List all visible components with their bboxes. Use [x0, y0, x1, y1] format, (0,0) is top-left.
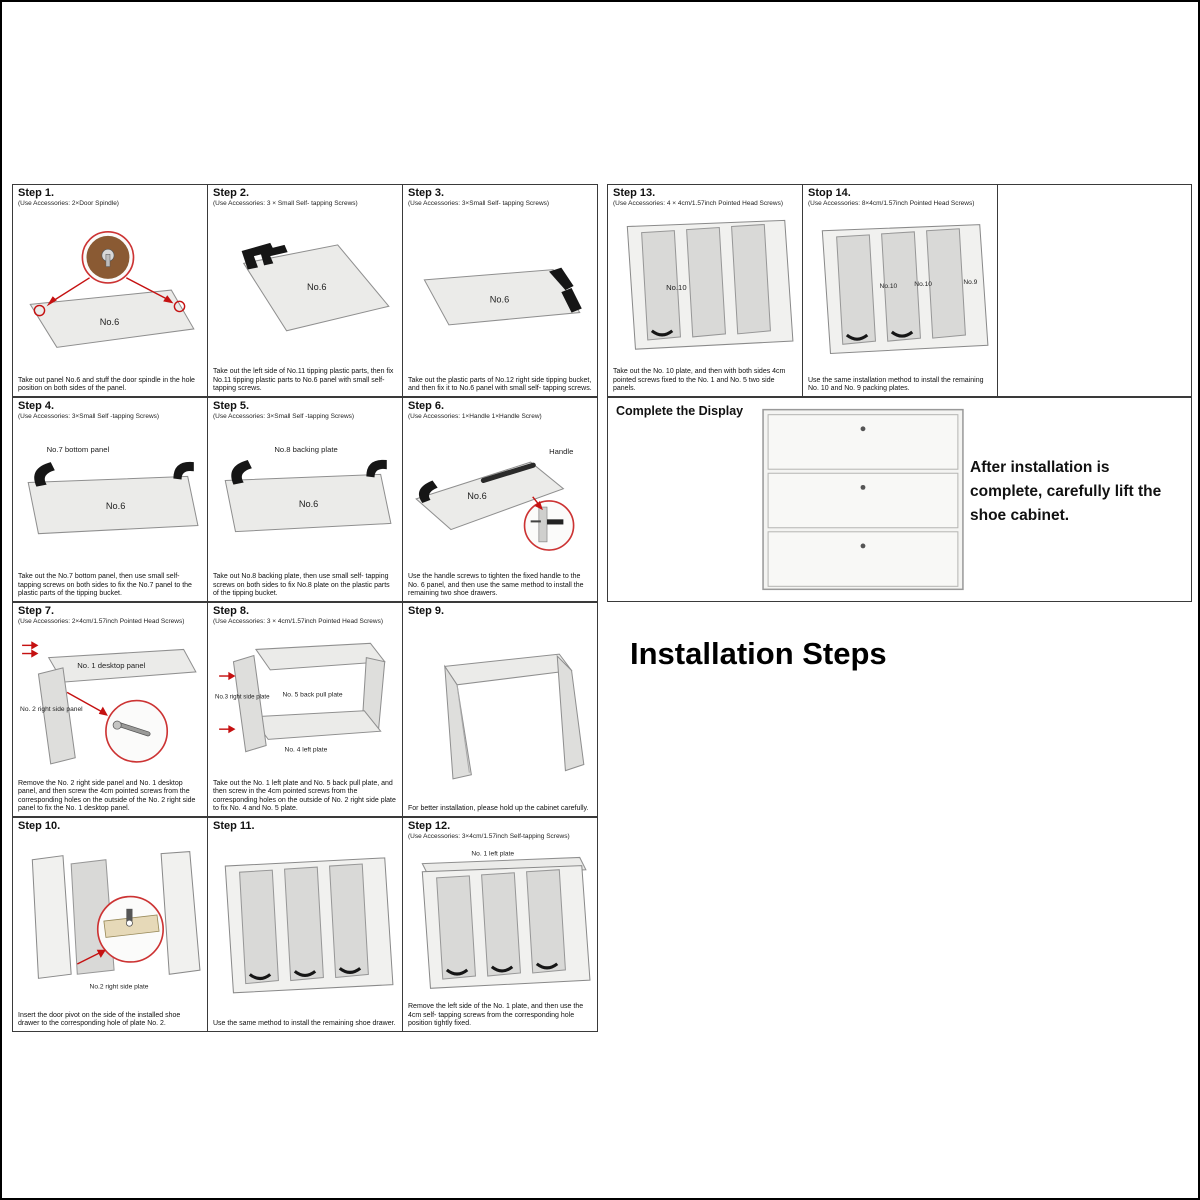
- right-side-plate: [233, 655, 266, 751]
- drawer-front: [482, 872, 521, 975]
- empty-cell: [997, 184, 1192, 397]
- step-5-accessories: (Use Accessories: 3×Small Self -tapping Screws): [213, 412, 355, 420]
- step-7-box: [12, 602, 208, 817]
- step-10-diagram: [18, 840, 202, 1012]
- step-8-caption: Take out the No. 1 left plate and No. 5 back pull plate, and then screw in the 4cm pointed screws from the corresponding holes on the outside of No. 2 right side plate to fix No. 4 and No. 5 plate.: [213, 779, 396, 813]
- step-4-accessories: (Use Accessories: 3×Small Self -tapping Screws): [18, 412, 160, 420]
- page-title: Installation Steps: [630, 636, 887, 671]
- step-1-title: Step 1.: [18, 187, 55, 199]
- panel-label: No.2 right side plate: [89, 983, 149, 991]
- drawer-front: [437, 876, 476, 979]
- step-11-diagram: [213, 840, 397, 1021]
- step-13-diagram: [613, 207, 797, 369]
- step-11-title: Step 11.: [213, 820, 255, 832]
- panel-label: No. 4 left plate: [284, 746, 328, 754]
- step-2-box: [207, 184, 403, 397]
- door-spindle-detail: [106, 254, 110, 266]
- drawer-front: [768, 473, 958, 528]
- packing-plate: [732, 224, 771, 333]
- panel-label: No.6: [105, 500, 126, 511]
- step-13-caption: Take out the No. 10 plate, and then with both sides 4cm pointed screws fixed to the No. 1 and No. 5 two side panels.: [613, 368, 786, 393]
- step-5-caption: Take out No.8 backing plate, then use small self- tapping screws on both sides to fix No.8 plate on the plastic parts of the tipping bucket.: [213, 573, 390, 598]
- top-plate: [445, 654, 572, 685]
- step-2-diagram: [213, 207, 397, 369]
- plate-label: No.10: [666, 282, 687, 292]
- step-3-caption: Take out the plastic parts of No.12 right side tipping bucket, and then fix it to No.6 panel with small self- tapping screws.: [408, 376, 592, 393]
- step-12-title: Step 12.: [408, 820, 451, 832]
- step-14-caption: Use the same installation method to install the remaining No. 10 and No. 9 packing plates.: [808, 376, 984, 393]
- step-2-title: Step 2.: [213, 187, 250, 199]
- step-11-caption: Use the same method to install the remaining shoe drawer.: [213, 1020, 396, 1028]
- step-6-box: [402, 397, 598, 602]
- magnifier-circle: [525, 501, 574, 550]
- step-14-title: Stop 14.: [808, 187, 851, 199]
- step-5-title: Step 5.: [213, 400, 250, 412]
- step-7-caption: Remove the No. 2 right side panel and No. 1 desktop panel, and then screw the 4cm pointed screws from the corresponding holes on the outside of the No. 2 right side panel to fix the No. 1 desktop panel.: [18, 779, 196, 813]
- step-6-title: Step 6.: [408, 400, 445, 412]
- step-9-diagram: [408, 625, 592, 806]
- packing-plate: [927, 228, 966, 337]
- packing-plate: [687, 227, 726, 336]
- panel-label: No.6: [307, 281, 327, 292]
- drawer-knob: [861, 544, 866, 549]
- handle-label: Handle: [549, 446, 574, 456]
- plate-label: No.9: [963, 278, 978, 286]
- step-11-accessories: [213, 833, 397, 840]
- panel-label: No. 1 desktop panel: [77, 660, 146, 670]
- panel-label: No.8 backing plate: [274, 444, 338, 454]
- drawer-front: [240, 870, 279, 983]
- step-4-box: [12, 397, 208, 602]
- step-10-accessories: [18, 833, 202, 840]
- packing-plate: [837, 235, 876, 344]
- step-10-title: Step 10.: [18, 820, 61, 832]
- plate-label: No.10: [914, 280, 932, 288]
- step-5-diagram: [213, 420, 397, 574]
- plate-label: No.10: [879, 282, 898, 290]
- panel-label: No.3 right side plate: [215, 693, 270, 701]
- step-7-title: Step 7.: [18, 605, 55, 617]
- step-14-accessories: (Use Accessories: 8×4cm/1.57inch Pointed Head Screws): [808, 199, 975, 207]
- panel-label: No. 2 right side panel: [20, 705, 83, 713]
- complete-display-heading: Complete the Display: [616, 404, 744, 418]
- step-9-box: [402, 602, 598, 817]
- step-3-box: [402, 184, 598, 397]
- step-6-accessories: (Use Accessories: 1×Handle 1×Handle Screw): [408, 412, 542, 420]
- step-12-box: [402, 817, 598, 1032]
- drawer-front: [768, 415, 958, 470]
- step-4-title: Step 4.: [18, 400, 55, 412]
- door-pivot-detail: [126, 908, 132, 920]
- step-3-title: Step 3.: [408, 187, 445, 199]
- drawer-front: [527, 869, 566, 972]
- step-13-box: [607, 184, 803, 397]
- step-1-accessories: (Use Accessories: 2×Door Spindle): [18, 199, 119, 207]
- bottom-plate: [252, 710, 381, 739]
- step-1-box: [12, 184, 208, 397]
- step-12-accessories: (Use Accessories: 3×4cm/1.57inch Self-tapping Screws): [408, 832, 570, 840]
- panel-label: No.6: [489, 294, 510, 305]
- step-13-title: Step 13.: [613, 187, 656, 199]
- step-7-diagram: [18, 625, 202, 780]
- panel-label: No.6: [467, 490, 487, 501]
- panel-label: No.6: [99, 316, 120, 327]
- step-8-accessories: (Use Accessories: 3 × 4cm/1.57inch Pointed Head Screws): [213, 617, 383, 625]
- step-11-box: [207, 817, 403, 1032]
- panel-label: No. 5 back pull plate: [282, 691, 343, 699]
- step-8-title: Step 8.: [213, 605, 250, 617]
- step-2-accessories: (Use Accessories: 3 × Small Self- tapping Screws): [213, 199, 358, 207]
- right-leg: [557, 656, 584, 770]
- step-3-accessories: (Use Accessories: 3×Small Self- tapping Screws): [408, 199, 550, 207]
- step-4-diagram: [18, 420, 202, 574]
- step-9-accessories: [408, 618, 592, 625]
- left-side-plate: [32, 855, 71, 978]
- drawer-front: [285, 867, 324, 980]
- step-14-diagram: [808, 207, 992, 377]
- step-7-accessories: (Use Accessories: 2×4cm/1.57inch Pointed Head Screws): [18, 617, 185, 625]
- step-12-caption: Remove the left side of the No. 1 plate, and then use the 4cm self- tapping screws from the corresponding hole position tightly fixed.: [408, 1003, 584, 1028]
- step-9-title: Step 9.: [408, 605, 445, 617]
- step-2-caption: Take out the left side of No.11 tipping plastic parts, then fix No.11 tipping plastic parts to No.6 panel with small self- tapping screws.: [213, 368, 394, 393]
- finished-cabinet-diagram: [758, 404, 970, 597]
- step-3-diagram: [408, 207, 592, 377]
- drawer-front: [330, 864, 369, 977]
- drawer-knob: [861, 426, 866, 431]
- step-4-caption: Take out the No.7 bottom panel, then use small self- tapping screws on both sides to fix the No.7 panel to the plastic parts of the tipping bucket.: [18, 573, 192, 598]
- drawer-front: [768, 532, 958, 587]
- step-8-box: [207, 602, 403, 817]
- step-6-diagram: [408, 420, 592, 574]
- step-5-box: [207, 397, 403, 602]
- right-side-panel: [38, 668, 75, 764]
- step-10-box: [12, 817, 208, 1032]
- panel-label: No.7 bottom panel: [46, 444, 110, 454]
- step-14-box: [802, 184, 998, 397]
- complete-display-note: After installation is complete, carefully lift the shoe cabinet.: [970, 459, 1162, 525]
- step-6-caption: Use the handle screws to tighten the fixed handle to the No. 6 panel, and then use the same method to install the remaining two shoe drawers.: [408, 573, 584, 598]
- drawer-knob: [861, 485, 866, 490]
- step-1-caption: Take out panel No.6 and stuff the door spindle in the hole position on both sides of the panel.: [18, 376, 195, 393]
- step-10-caption: Insert the door pivot on the side of the installed shoe drawer to the corresponding hole of plate No. 2.: [18, 1011, 181, 1028]
- right-side-plate: [161, 851, 200, 974]
- step-13-accessories: (Use Accessories: 4 × 4cm/1.57inch Pointed Head Screws): [613, 199, 783, 207]
- step-1-diagram: [18, 207, 202, 377]
- step-9-caption: For better installation, please hold up the cabinet carefully.: [408, 805, 589, 813]
- step-8-diagram: [213, 625, 397, 780]
- complete-display-box: [607, 397, 1192, 602]
- step-12-diagram: [408, 840, 592, 1004]
- panel-label: No. 1 left plate: [471, 850, 515, 858]
- panel-label: No.6: [298, 498, 319, 509]
